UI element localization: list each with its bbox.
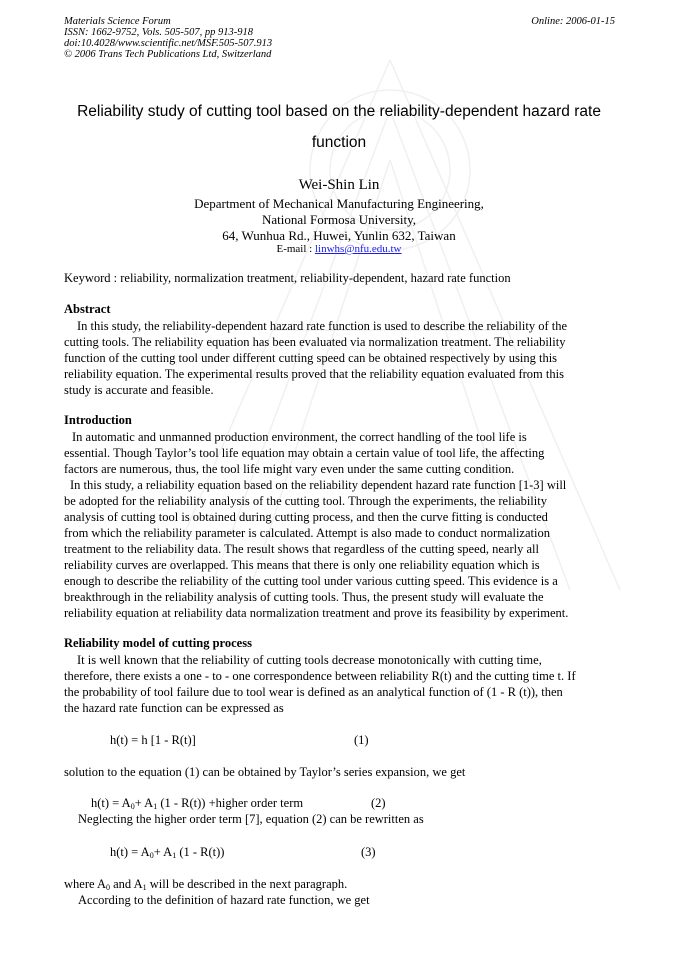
intro-line: reliability equation at reliability data normalization treatment and prove its feasibility by experiment. <box>64 606 569 620</box>
paper-title <box>40 96 638 158</box>
equation-1-number: (1) <box>354 733 369 747</box>
address: 64, Wunhua Rd., Huwei, Yunlin 632, Taiwan <box>222 228 456 243</box>
introduction-heading: Introduction <box>64 413 132 427</box>
eq3-sub-1: 1 <box>172 851 177 860</box>
title-line-1: Reliability study of cutting tool based on the reliability-dependent hazard rate <box>77 103 601 120</box>
intro-line: breakthrough in the reliability analysis of cutting tools. Thus, the present study will evaluate the <box>64 590 544 604</box>
university: National Formosa University, <box>261 212 417 227</box>
model-heading: Reliability model of cutting process <box>64 636 252 650</box>
issn: ISSN: 1662-9752, Vols. 505-507, pp 913-918 <box>64 27 253 38</box>
abstract-line: reliability equation. The experimental results proved that the reliability equation evaluated from this <box>64 367 564 381</box>
model-line: the probability of tool failure due to tool wear is defined as an analytical function of (1 - R (t)), then <box>64 685 563 699</box>
affiliation <box>0 196 678 244</box>
equation-3 <box>110 845 224 860</box>
intro-line: enough to describe the reliability of the cutting tool under various cutting speed. This evidence is a <box>64 574 558 588</box>
intro-line: analysis of cutting tool is obtained during cutting process, and then the curve fitting is conducted <box>64 510 548 524</box>
eq2-lhs: h(t) = A <box>91 796 131 810</box>
abstract-line: study is accurate and feasible. <box>64 383 214 397</box>
email-label: E-mail : <box>276 243 315 255</box>
eq2-mid: + A <box>134 796 154 810</box>
eq3-sub-0: 0 <box>149 851 154 860</box>
introduction-body <box>64 429 614 621</box>
journal-header <box>64 16 272 60</box>
eq3-lhs: h(t) = A <box>110 845 150 859</box>
abstract-body <box>64 318 614 398</box>
title-line-2: function <box>311 134 367 151</box>
abstract-line: cutting tools. The reliability equation has been evaluated via normalization treatment. The reliability <box>64 335 566 349</box>
author-name: Wei-Shin Lin <box>298 177 380 193</box>
equation-2 <box>91 796 303 811</box>
abstract-heading: Abstract <box>64 302 111 316</box>
model-line: therefore, there exists a one - to - one correspondence between reliability R(t) and the cutting time t. If <box>64 669 576 683</box>
after-equation-2: Neglecting the higher order term [7], equation (2) can be rewritten as <box>78 812 424 826</box>
where-a: where A <box>64 877 106 891</box>
equation-2-number: (2) <box>371 796 386 810</box>
where-b: and A <box>110 877 143 891</box>
intro-line: treatment to the reliability data. The result shows that regardless of the cutting speed, nearly all <box>64 542 539 556</box>
abstract-line: function of the cutting tool under different cutting speed can be obtained respectively by using this <box>64 351 558 365</box>
after-equation-1: solution to the equation (1) can be obtained by Taylor’s series expansion, we get <box>64 765 466 779</box>
keywords: Keyword : reliability, normalization treatment, reliability-dependent, hazard rate function <box>64 271 511 285</box>
department: Department of Mechanical Manufacturing Engineering, <box>194 196 484 211</box>
equation-1: h(t) = h [1 - R(t)] <box>110 733 196 747</box>
journal-name: Materials Science Forum <box>64 16 171 27</box>
email-line <box>0 243 678 255</box>
where-sub-0: 0 <box>106 883 110 892</box>
where-c: will be described in the next paragraph. <box>146 877 348 891</box>
final-line: According to the definition of hazard rate function, we get <box>78 893 370 907</box>
where-sub-1: 1 <box>142 883 147 892</box>
eq2-rhs: (1 - R(t)) +higher order term <box>157 796 304 810</box>
intro-line: essential. Though Taylor’s tool life equation may obtain a certain value of tool life, the affecting <box>64 446 545 460</box>
abstract-line: In this study, the reliability-dependent hazard rate function is used to describe the reliability of the <box>77 319 568 333</box>
model-line: It is well known that the reliability of cutting tools decrease monotonically with cutting time, <box>77 653 542 667</box>
intro-line: In automatic and unmanned production environment, the correct handling of the tool life is <box>72 430 527 444</box>
eq3-rhs: (1 - R(t)) <box>176 845 225 859</box>
model-line: the hazard rate function can be expressed as <box>64 701 284 715</box>
intro-line: be adopted for the reliability analysis of the cutting tool. Through the experiments, the reliability <box>64 494 547 508</box>
equation-3-number: (3) <box>361 845 376 859</box>
doi: doi:10.4028/www.scientific.net/MSF.505-507.913 <box>64 38 273 49</box>
intro-line: In this study, a reliability equation based on the reliability dependent hazard rate function [1-3] will <box>70 478 567 492</box>
where-line <box>64 876 614 892</box>
email-link[interactable]: linwhs@nfu.edu.tw <box>314 243 402 255</box>
copyright: © 2006 Trans Tech Publications Ltd, Switzerland <box>64 49 272 60</box>
intro-line: from which the reliability parameter is calculated. Attempt is also made to conduct normalization <box>64 526 550 540</box>
eq2-sub-0: 0 <box>130 802 135 811</box>
intro-line: factors are numerous, thus, the tool life might vary even under the same cutting condition. <box>64 462 515 476</box>
eq3-mid: + A <box>153 845 173 859</box>
intro-line: reliability curves are overlapped. This means that there is only one reliability equation which is <box>64 558 540 572</box>
eq2-sub-1: 1 <box>153 802 158 811</box>
model-body <box>64 652 614 716</box>
online-date: Online: 2006-01-15 <box>531 16 615 27</box>
